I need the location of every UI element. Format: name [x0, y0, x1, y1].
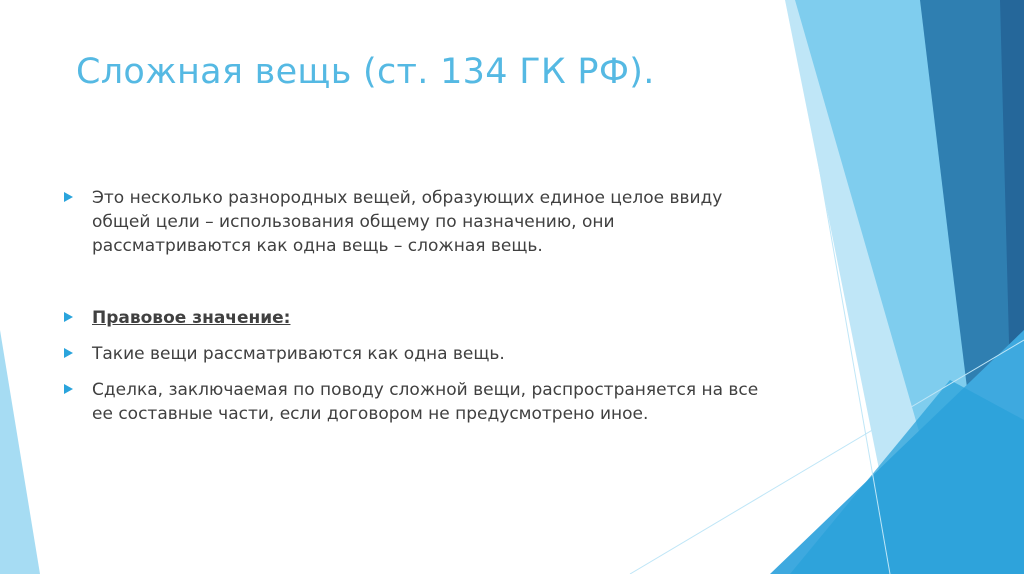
bullet-item [64, 378, 764, 426]
slide-title: Сложная вещь (ст. 134 ГК РФ). [76, 52, 655, 92]
bullet-text: Такие вещи рассматриваются как одна вещь. [92, 344, 505, 364]
triangle-bullet-icon [64, 348, 73, 358]
bullet-item [64, 186, 764, 258]
bullet-item [64, 342, 764, 366]
bullet-item [64, 306, 764, 330]
triangle-bullet-icon [64, 192, 73, 202]
triangle-bullet-icon [64, 312, 73, 322]
left-edge-shape [0, 330, 40, 574]
slide-body [64, 186, 764, 438]
section-heading: Правовое значение: [92, 308, 291, 328]
triangle-bullet-icon [64, 384, 73, 394]
bullet-text: Сделка, заключаемая по поводу сложной вещи, распространяется на все ее составные части, если договором не предусмотрено иное. [92, 380, 759, 424]
bullet-text: Это несколько разнородных вещей, образующих единое целое ввиду общей цели – использования общему по назначению, они рассматриваются как одна вещь – сложная вещь. [92, 188, 723, 256]
